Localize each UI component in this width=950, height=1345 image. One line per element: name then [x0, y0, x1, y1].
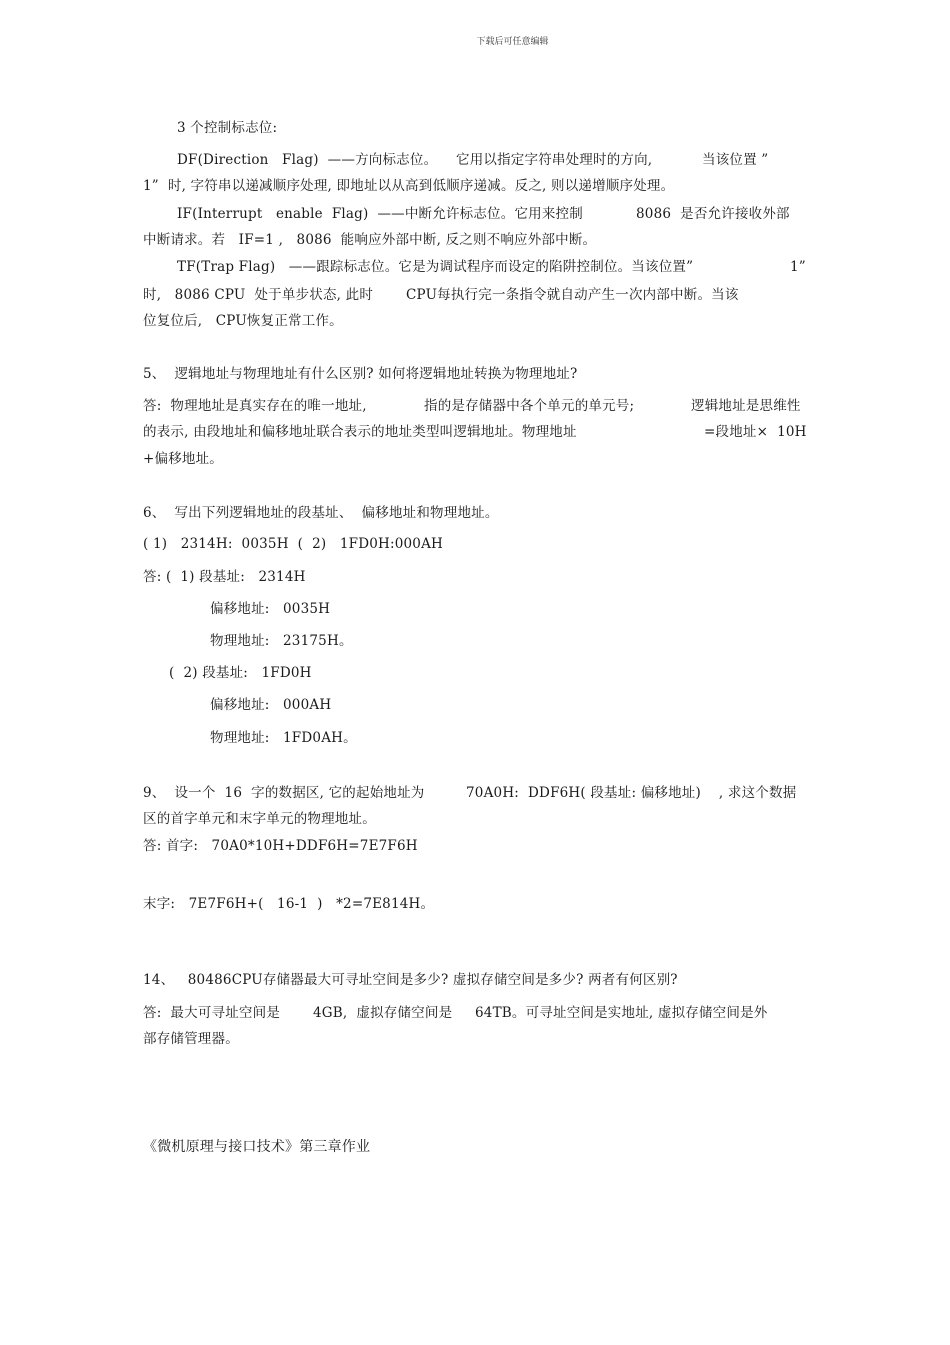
q14-answer-2: 部存储管理器。 — [143, 1031, 239, 1047]
tf-line2a: 时, 8086 CPU 处于单步状态, 此时 — [143, 287, 374, 303]
q9-answer-last: 末字: 7E7F6H+( 16-1 ) *2=7E814H。 — [143, 896, 435, 912]
q14-answer-1c: 64TB。可寻址空间是实地址, 虚拟存储空间是外 — [475, 1005, 768, 1021]
q5-question: 5、 逻辑地址与物理地址有什么区别? 如何将逻辑地址转换为物理地址? — [143, 366, 578, 382]
if-line1a: IF(Interrupt enable Flag) ——中断允许标志位。它用来控制 — [177, 206, 583, 222]
q5-answer-1a: 答: 物理地址是真实存在的唯一地址, — [143, 398, 367, 414]
q6-items: ( 1) 2314H: 0035H ( 2) 1FD0H:000AH — [143, 536, 444, 552]
tf-line2b: CPU每执行完一条指令就自动产生一次内部中断。当该 — [406, 287, 739, 303]
q6-a2-physical: 物理地址: 1FD0AH。 — [210, 730, 357, 746]
q5-answer-1b: 指的是存储器中各个单元的单元号; — [424, 398, 635, 414]
q6-a2-offset: 偏移地址: 000AH — [210, 697, 332, 713]
q6-a2-segment: ( 2) 段基址: 1FD0H — [169, 665, 312, 681]
tf-line3: 位复位后, CPU恢复正常工作。 — [143, 313, 343, 329]
q5-answer-3: +偏移地址。 — [143, 451, 224, 467]
q5-answer-2b: =段地址× 10H — [704, 424, 807, 440]
q9-question-1a: 9、 设一个 16 字的数据区, 它的起始地址为 — [143, 785, 425, 801]
q6-a1-offset: 偏移地址: 0035H — [210, 601, 331, 617]
flags-intro: 3 个控制标志位: — [177, 120, 278, 136]
df-line1c: 当该位置 ” — [702, 152, 769, 168]
q14-question: 14、 80486CPU存储器最大可寻址空间是多少? 虚拟存储空间是多少? 两者有何区别? — [143, 972, 678, 988]
q14-answer-1a: 答: 最大可寻址空间是 — [143, 1005, 281, 1021]
q6-a1-segment: 答: ( 1) 段基址: 2314H — [143, 569, 306, 585]
q9-answer-first: 答: 首字: 70A0*10H+DDF6H=7E7F6H — [143, 838, 418, 854]
q5-answer-1c: 逻辑地址是思维性 — [691, 398, 801, 414]
q9-question-1b: 70A0H: DDF6H( 段基址: 偏移地址) , 求这个数据 — [466, 785, 797, 801]
df-line2: 1” 时, 字符串以递减顺序处理, 即地址以从高到低顺序递减。反之, 则以递增顺序处理。 — [143, 178, 675, 194]
q14-answer-1b: 4GB, 虚拟存储空间是 — [313, 1005, 453, 1021]
tf-line1b: 1” — [790, 259, 806, 275]
chapter-title: 《微机原理与接口技术》第三章作业 — [143, 1139, 371, 1155]
q6-question: 6、 写出下列逻辑地址的段基址、 偏移地址和物理地址。 — [143, 505, 499, 521]
if-line2: 中断请求。若 IF=1 , 8086 能响应外部中断, 反之则不响应外部中断。 — [143, 232, 597, 248]
q9-question-2: 区的首字单元和末字单元的物理地址。 — [143, 811, 376, 827]
q5-answer-2a: 的表示, 由段地址和偏移地址联合表示的地址类型叫逻辑地址。物理地址 — [143, 424, 577, 440]
q6-a1-physical: 物理地址: 23175H。 — [210, 633, 353, 649]
df-line1a: DF(Direction Flag) ——方向标志位。 — [177, 152, 438, 168]
if-line1b: 8086 是否允许接收外部 — [636, 206, 790, 222]
page-header-note: 下载后可任意编辑 — [476, 37, 549, 47]
df-line1b: 它用以指定字符串处理时的方向, — [456, 152, 653, 168]
tf-line1a: TF(Trap Flag) ——跟踪标志位。它是为调试程序而设定的陷阱控制位。当该位置” — [177, 259, 694, 275]
